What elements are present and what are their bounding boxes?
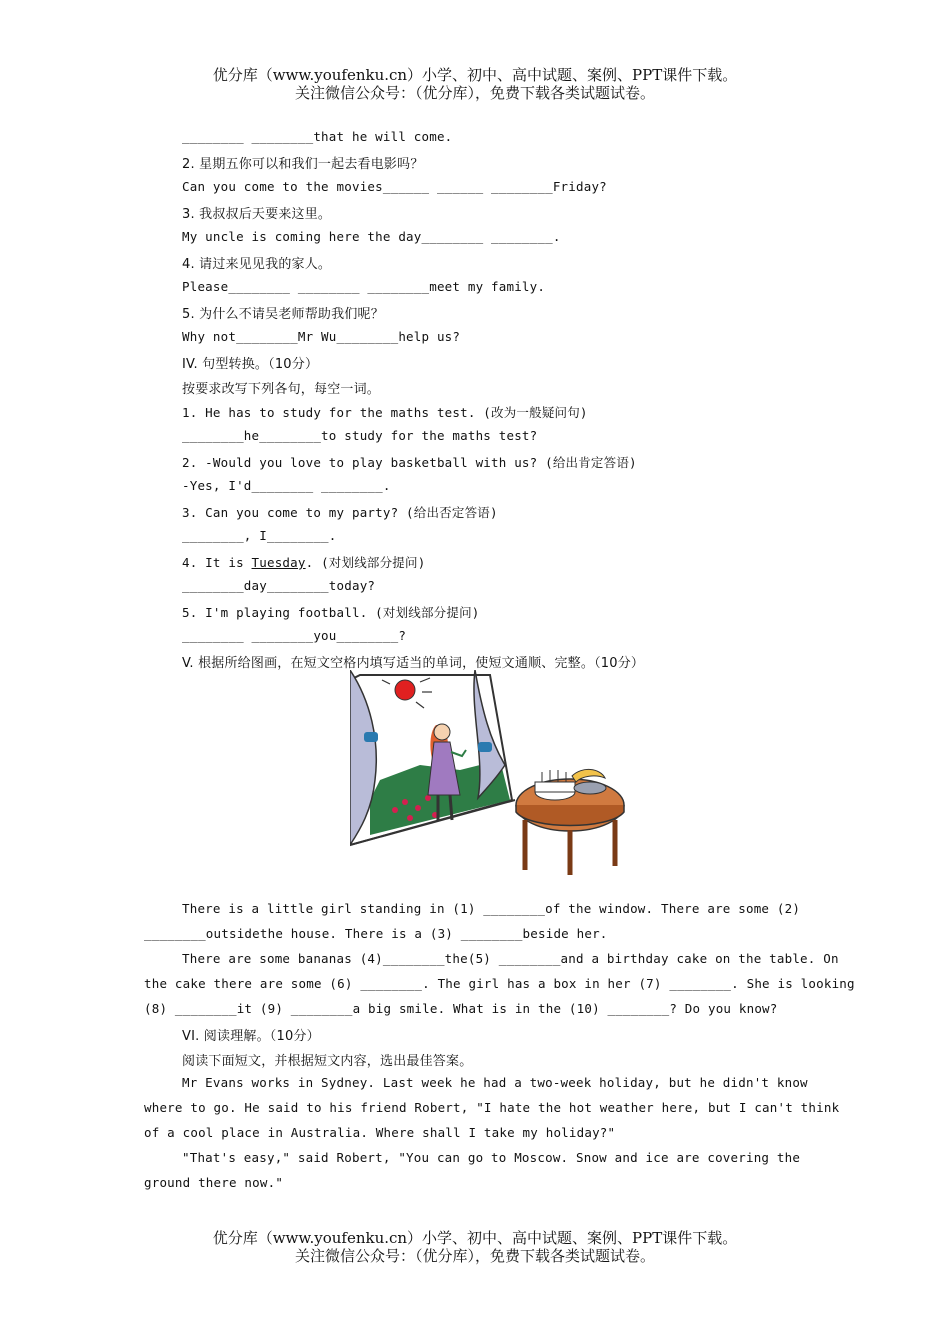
illustration-girl-window-table — [350, 670, 625, 880]
line: ________ ________you________? — [182, 628, 407, 643]
section-heading-iv: IV. 句型转换。（10分） — [182, 357, 319, 372]
page-header — [0, 66, 950, 102]
header-line-2: 关注微信公众号：（优分库），免费下载各类试题试卷。 — [294, 84, 655, 102]
reading-line: where to go. He said to his friend Robert, "I hate the hot weather here, but I can't think — [144, 1100, 840, 1115]
line: 4. 请过来见见我的家人。 — [182, 257, 332, 272]
q4-suffix: . (对划线部分提问) — [305, 555, 426, 570]
instruction: 阅读下面短文，并根据短文内容，选出最佳答案。 — [182, 1054, 473, 1069]
page-footer — [0, 1229, 950, 1265]
reading-line: "That's easy," said Robert, "You can go to Moscow. Snow and ice are covering the — [182, 1150, 801, 1165]
sun-icon — [395, 680, 415, 700]
line: Why not________Mr Wu________help us? — [182, 329, 461, 344]
header-line-1: 优分库（www.youfenku.cn）小学、初中、高中试题、案例、PPT课件下载。 — [212, 66, 738, 84]
line: 2. -Would you love to play basketball with us? (给出肯定答语) — [182, 455, 637, 470]
line: -Yes, I'd________ ________. — [182, 478, 391, 493]
line: ________ ________that he will come. — [182, 129, 453, 144]
curtain-tie-right — [478, 742, 492, 752]
passage-line: ________outsidethe house. There is a (3) ________beside her. — [144, 926, 608, 941]
curtain-tie-left — [364, 732, 378, 742]
instruction: 按要求改写下列各句，每空一词。 — [182, 382, 381, 397]
section-heading-v: V. 根据所给图画，在短文空格内填写适当的单词，使短文通顺、完整。（10分） — [182, 656, 645, 671]
line: ________, I________. — [182, 528, 337, 543]
line: 1. He has to study for the maths test. (改为一般疑问句) — [182, 405, 588, 420]
line — [182, 553, 425, 571]
passage-line: There is a little girl standing in (1) ________of the window. There are some (2) — [182, 901, 801, 916]
line: 3. Can you come to my party? (给出否定答语) — [182, 505, 498, 520]
line: Please________ ________ ________meet my family. — [182, 279, 546, 294]
reading-line: Mr Evans works in Sydney. Last week he had a two-week holiday, but he didn't know — [182, 1075, 808, 1090]
line: 3. 我叔叔后天要来这里。 — [182, 207, 332, 222]
plate — [574, 782, 606, 794]
passage-line: the cake there are some (6) ________. The girl has a box in her (7) ________. She is looking — [144, 976, 855, 991]
line: Can you come to the movies______ ______ ________Friday? — [182, 179, 607, 194]
line: ________he________to study for the maths test? — [182, 428, 538, 443]
reading-line: of a cool place in Australia. Where shall I take my holiday?" — [144, 1125, 616, 1140]
line: ________day________today? — [182, 578, 376, 593]
line: My uncle is coming here the day________ ________. — [182, 229, 561, 244]
line: 2. 星期五你可以和我们一起去看电影吗？ — [182, 157, 424, 172]
line: 5. 为什么不请吴老师帮助我们呢？ — [182, 307, 384, 322]
section-heading-vi: VI. 阅读理解。（10分） — [182, 1029, 320, 1044]
footer-line-2: 关注微信公众号：（优分库），免费下载各类试题试卷。 — [294, 1247, 655, 1265]
passage-line: There are some bananas (4)________the(5) ________and a birthday cake on the table. On — [182, 951, 839, 966]
reading-line: ground there now." — [144, 1175, 284, 1190]
footer-line-1: 优分库（www.youfenku.cn）小学、初中、高中试题、案例、PPT课件下载。 — [212, 1229, 738, 1247]
q4-underlined-word: Tuesday — [251, 555, 306, 570]
line: 5. I'm playing football. (对划线部分提问) — [182, 605, 480, 620]
passage-line: (8) ________it (9) ________a big smile. What is in the (10) ________? Do you know? — [144, 1001, 778, 1016]
q4-prefix: 4. It is — [182, 555, 252, 570]
